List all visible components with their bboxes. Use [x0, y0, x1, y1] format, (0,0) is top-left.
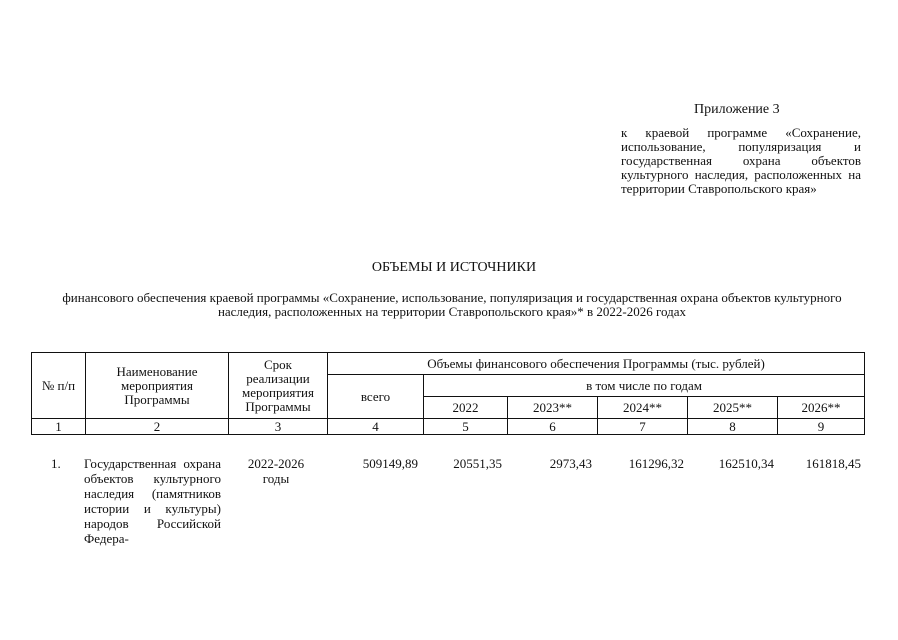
- column-number: 3: [229, 419, 328, 435]
- funding-table-header: [31, 352, 865, 435]
- row-value-2025: 162510,34: [718, 456, 774, 471]
- column-number: 2: [86, 419, 229, 435]
- column-number: 5: [424, 419, 508, 435]
- appendix-title: Приложение 3: [694, 102, 780, 117]
- column-number: 6: [508, 419, 598, 435]
- header-year-2022: 2022: [424, 397, 508, 419]
- row-total: 509149,89: [362, 456, 418, 471]
- document-heading: ОБЪЕМЫ И ИСТОЧНИКИ: [371, 260, 537, 275]
- column-number: 1: [32, 419, 86, 435]
- row-term: 2022-2026 годы: [247, 456, 305, 486]
- header-name: Наименование мероприятия Программы: [86, 353, 229, 419]
- row-name: Государственная охрана объектов культурного наследия (памятников истории и культуры) народов Российской Федера-: [84, 456, 221, 546]
- appendix-text: к краевой программе «Сохранение, использование, популяризация и государственная охрана объектов культурного наследия, расположенных на территории Ставропольского края»: [621, 125, 861, 196]
- header-term: Срок реализации мероприятия Программы: [229, 353, 328, 419]
- row-value-2023: 2973,43: [549, 456, 592, 471]
- row-number: 1.: [51, 456, 61, 471]
- header-by-years: в том числе по годам: [424, 375, 865, 397]
- column-number: 8: [688, 419, 778, 435]
- row-value-2024: 161296,32: [628, 456, 684, 471]
- row-value-2022: 20551,35: [453, 456, 502, 471]
- column-number: 7: [598, 419, 688, 435]
- header-num: № п/п: [32, 353, 86, 419]
- header-year-2023: 2023**: [508, 397, 598, 419]
- header-year-2025: 2025**: [688, 397, 778, 419]
- header-total: всего: [328, 375, 424, 419]
- column-number: 9: [778, 419, 865, 435]
- column-number: 4: [328, 419, 424, 435]
- header-volumes: Объемы финансового обеспечения Программы (тыс. рублей): [328, 353, 865, 375]
- header-year-2024: 2024**: [598, 397, 688, 419]
- row-value-2026: 161818,45: [805, 456, 861, 471]
- header-year-2026: 2026**: [778, 397, 865, 419]
- column-numbers-row: [32, 419, 865, 435]
- document-subheading: финансового обеспечения краевой программы «Сохранение, использование, популяризация и государственная охрана объектов культурного наследия, расположенных на территории Ставропольского края»* в 2022-2026 годах: [62, 290, 842, 319]
